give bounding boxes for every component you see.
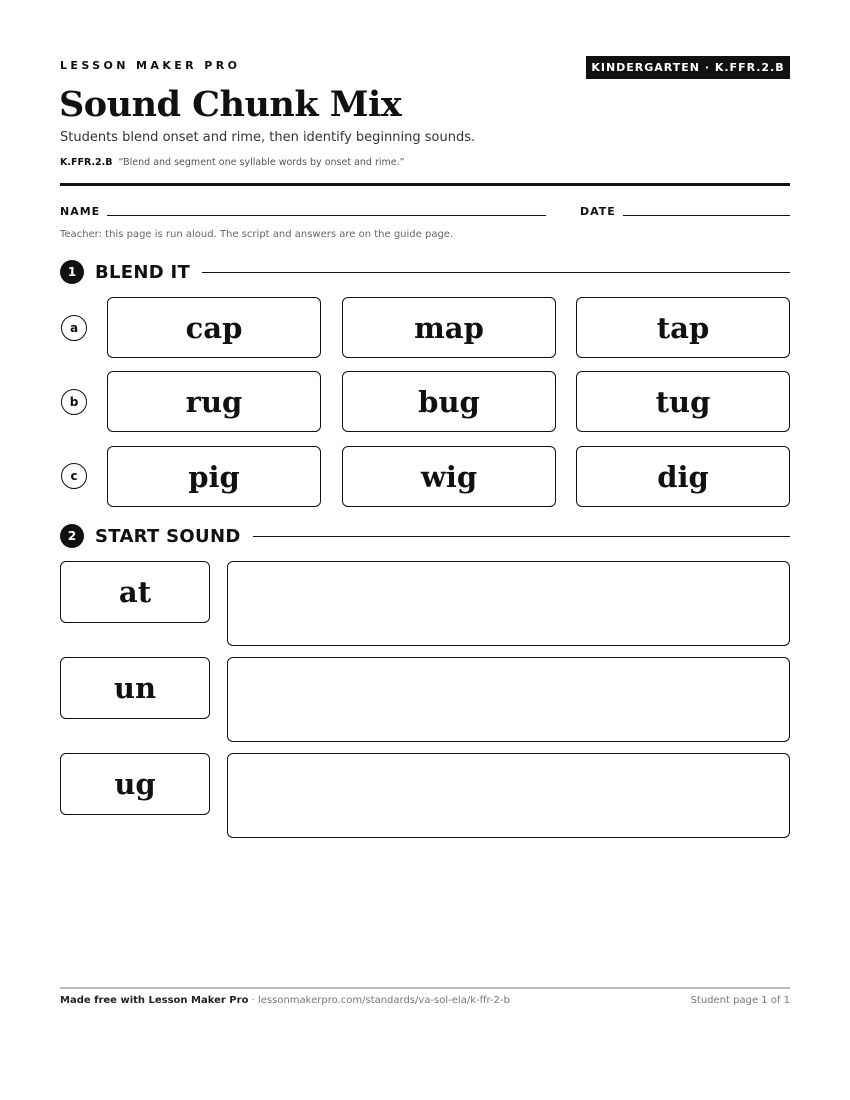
footer-made-with: Made free with Lesson Maker Pro [60,995,249,1006]
word-card: tug [576,371,790,432]
section-rule [253,536,790,537]
footer-separator: · [251,995,255,1006]
row-letter-a: a [61,315,87,341]
word-card: rug [107,371,321,432]
section-title: START SOUND [95,525,241,547]
standard-description: “Blend and segment one syllable words by onset and rime.” [118,157,405,168]
standard-code: K.FFR.2.B [60,157,113,168]
word-card: dig [576,446,790,507]
standard-reference [60,157,405,168]
worksheet-subtitle: Students blend onset and rime, then identify beginning sounds. [60,130,476,145]
answer-box[interactable] [227,561,790,646]
rime-card: ug [60,753,210,815]
name-label: NAME [60,205,101,218]
teacher-note: Teacher: this page is run aloud. The script and answers are on the guide page. [60,229,454,240]
row-letter-c: c [61,463,87,489]
footer-page-number: Student page 1 of 1 [690,995,790,1006]
section-number-badge: 1 [60,260,84,284]
word-card: map [342,297,556,358]
date-line[interactable] [623,215,790,216]
name-line[interactable] [107,215,546,216]
section-blend-it-header [60,260,190,284]
section-number-badge: 2 [60,524,84,548]
section-title: BLEND IT [95,261,191,283]
word-card: cap [107,297,321,358]
row-letter-b: b [61,389,87,415]
footer-divider [60,987,790,989]
rime-card: at [60,561,210,623]
section-rule [202,272,790,273]
worksheet-title: Sound Chunk Mix [59,84,402,125]
answer-box[interactable] [227,753,790,838]
word-card: pig [107,446,321,507]
word-card: bug [342,371,556,432]
brand-name: LESSON MAKER PRO [60,59,241,72]
header-divider [60,183,790,186]
word-card: wig [342,446,556,507]
rime-card: un [60,657,210,719]
answer-box[interactable] [227,657,790,742]
section-start-sound-header [60,524,241,548]
footer-credit [60,995,510,1006]
grade-standard-badge: KINDERGARTEN · K.FFR.2.B [586,56,790,79]
date-label: DATE [580,205,616,218]
word-card: tap [576,297,790,358]
footer-url[interactable]: lessonmakerpro.com/standards/va-sol-ela/k-ffr-2-b [258,995,510,1006]
